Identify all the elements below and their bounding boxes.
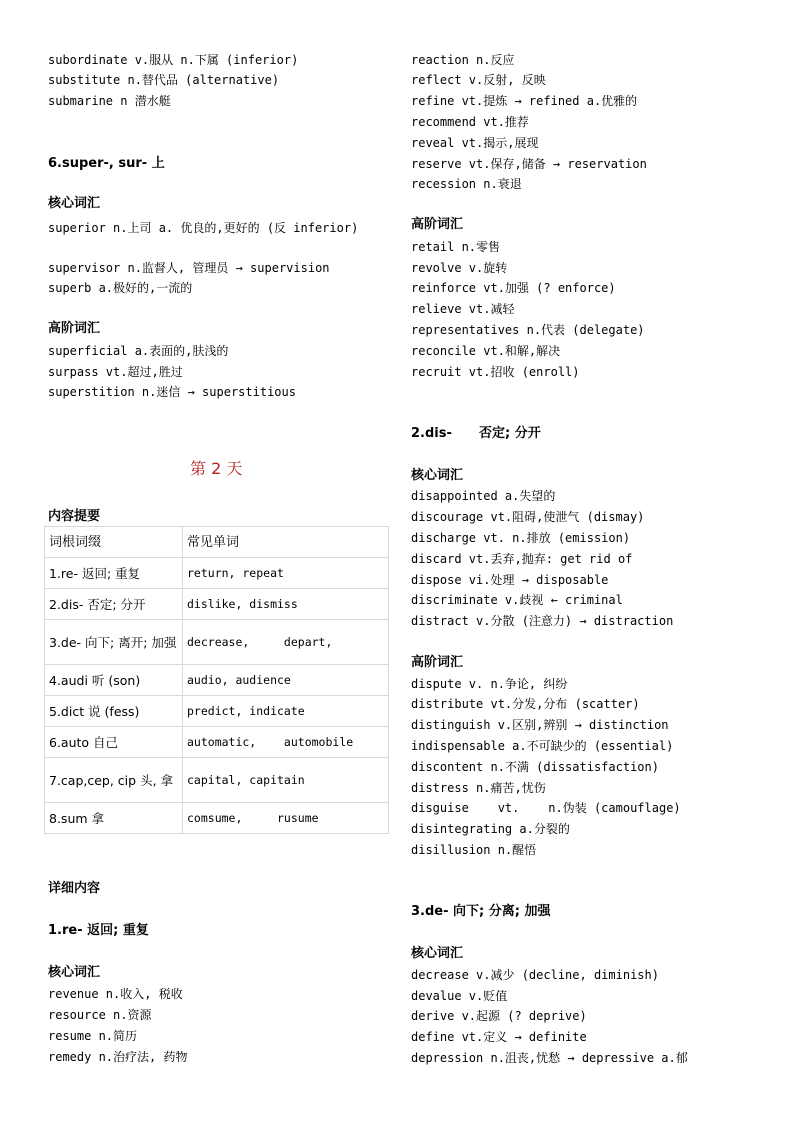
table-cell: 8.sum 拿 xyxy=(45,803,183,834)
advanced-vocab-label: 高阶词汇 xyxy=(411,655,464,670)
table-row xyxy=(45,696,389,727)
table-cell: 4.audi 听 (son) xyxy=(45,665,183,696)
vocab-entry: reflect v.反射, 反映 xyxy=(411,73,546,87)
vocab-entry: depression n.沮丧,忧愁 → depressive a.郁 xyxy=(411,1051,688,1065)
vocab-entry: superficial a.表面的,肤浅的 xyxy=(48,344,229,358)
summary-title: 内容提要 xyxy=(48,509,101,524)
detail-title: 详细内容 xyxy=(48,881,101,896)
vocab-entry: discriminate v.歧视 ← criminal xyxy=(411,593,623,607)
table-row xyxy=(45,665,389,696)
table-header-cell: 词根词缀 xyxy=(45,527,183,558)
table-cell: predict, indicate xyxy=(183,696,389,727)
core-vocab-label: 核心词汇 xyxy=(48,965,101,980)
table-cell: dislike, dismiss xyxy=(183,589,389,620)
vocab-entry: recommend vt.推荐 xyxy=(411,115,529,129)
vocab-entry: disillusion n.醒悟 xyxy=(411,843,537,857)
table-row xyxy=(45,758,389,803)
vocab-entry: revenue n.收入, 税收 xyxy=(48,987,183,1001)
section-title-re: 1.re- 返回; 重复 xyxy=(48,923,149,938)
table-cell: automatic, automobile xyxy=(183,727,389,758)
vocab-entry: recession n.衰退 xyxy=(411,177,522,191)
vocab-entry: representatives n.代表 (delegate) xyxy=(411,323,645,337)
table-header-row xyxy=(45,527,389,558)
vocab-entry: disappointed a.失望的 xyxy=(411,489,556,503)
section-title-dis: 2.dis- 否定; 分开 xyxy=(411,426,541,441)
advanced-vocab-label: 高阶词汇 xyxy=(48,321,101,336)
vocab-entry: disguise vt. n.伪装 (camouflage) xyxy=(411,801,681,815)
vocab-entry: resource n.资源 xyxy=(48,1008,152,1022)
vocab-entry: discontent n.不满 (dissatisfaction) xyxy=(411,760,659,774)
table-cell: comsume, rusume xyxy=(183,803,389,834)
table-cell: 6.auto 自己 xyxy=(45,727,183,758)
table-header-cell: 常见单词 xyxy=(183,527,389,558)
vocab-entry: recruit vt.招收 (enroll) xyxy=(411,365,580,379)
table-cell: audio, audience xyxy=(183,665,389,696)
vocab-entry: reserve vt.保存,储备 → reservation xyxy=(411,157,647,171)
vocab-entry: refine vt.提炼 → refined a.优雅的 xyxy=(411,94,638,108)
vocab-entry: remedy n.治疗法, 药物 xyxy=(48,1050,188,1064)
table-cell: 2.dis- 否定; 分开 xyxy=(45,589,183,620)
table-row xyxy=(45,803,389,834)
table-row xyxy=(45,589,389,620)
vocab-entry: reinforce vt.加强 (? enforce) xyxy=(411,281,616,295)
vocab-entry: discharge vt. n.排放 (emission) xyxy=(411,531,631,545)
vocab-entry: superior n.上司 a. 优良的,更好的 (反 inferior) xyxy=(48,221,359,235)
core-vocab-label: 核心词汇 xyxy=(411,946,464,961)
section-title-super: 6.super-, sur- 上 xyxy=(48,156,165,171)
table-cell: 1.re- 返回; 重复 xyxy=(45,558,183,589)
vocab-entry: supervisor n.监督人, 管理员 → supervision xyxy=(48,261,330,275)
core-vocab-label: 核心词汇 xyxy=(48,196,101,211)
table-row xyxy=(45,620,389,665)
table-cell: return, repeat xyxy=(183,558,389,589)
table-cell: capital, capitain xyxy=(183,758,389,803)
vocab-entry: dispose vi.处理 → disposable xyxy=(411,573,609,587)
vocab-entry: distress n.痛苦,忧伤 xyxy=(411,781,546,795)
vocab-entry: surpass vt.超过,胜过 xyxy=(48,365,183,379)
day-title: 第 2 天 xyxy=(190,459,243,478)
vocab-entry: distract v.分散 (注意力) → distraction xyxy=(411,614,674,628)
vocab-entry: subordinate v.服从 n.下属 (inferior) xyxy=(48,53,299,67)
summary-table xyxy=(44,526,389,834)
vocab-entry: reaction n.反应 xyxy=(411,53,515,67)
core-vocab-label: 核心词汇 xyxy=(411,468,464,483)
vocab-entry: distinguish v.区别,辨别 → distinction xyxy=(411,718,669,732)
advanced-vocab-label: 高阶词汇 xyxy=(411,217,464,232)
section-title-de: 3.de- 向下; 分离; 加强 xyxy=(411,904,551,919)
table-cell: decrease, depart, xyxy=(183,620,389,665)
vocab-entry: superb a.极好的,一流的 xyxy=(48,281,193,295)
vocab-entry: devalue v.贬值 xyxy=(411,989,508,1003)
vocab-entry: derive v.起源 (? deprive) xyxy=(411,1009,587,1023)
vocab-entry: retail n.零售 xyxy=(411,240,501,254)
vocab-entry: dispute v. n.争论, 纠纷 xyxy=(411,677,568,691)
table-row xyxy=(45,727,389,758)
vocab-entry: substitute n.替代品 (alternative) xyxy=(48,73,280,87)
table-row xyxy=(45,558,389,589)
vocab-entry: define vt.定义 → definite xyxy=(411,1030,587,1044)
vocab-entry: decrease v.减少 (decline, diminish) xyxy=(411,968,659,982)
table-cell: 3.de- 向下; 离开; 加强 xyxy=(45,620,183,665)
vocab-entry: resume n.简历 xyxy=(48,1029,138,1043)
vocab-entry: discard vt.丢弃,抛弃: get rid of xyxy=(411,552,633,566)
vocab-entry: relieve vt.减轻 xyxy=(411,302,515,316)
table-cell: 5.dict 说 (fess) xyxy=(45,696,183,727)
vocab-entry: reconcile vt.和解,解决 xyxy=(411,344,561,358)
vocab-entry: submarine n 潜水艇 xyxy=(48,94,171,108)
table-cell: 7.cap,cep, cip 头, 拿 xyxy=(45,758,183,803)
vocab-entry: indispensable a.不可缺少的 (essential) xyxy=(411,739,674,753)
vocab-entry: discourage vt.阻碍,使泄气 (dismay) xyxy=(411,510,645,524)
vocab-entry: disintegrating a.分裂的 xyxy=(411,822,570,836)
vocab-entry: revolve v.旋转 xyxy=(411,261,508,275)
vocab-entry: superstition n.迷信 → superstitious xyxy=(48,385,296,399)
vocab-entry: distribute vt.分发,分布 (scatter) xyxy=(411,697,640,711)
vocab-entry: reveal vt.揭示,展现 xyxy=(411,136,539,150)
